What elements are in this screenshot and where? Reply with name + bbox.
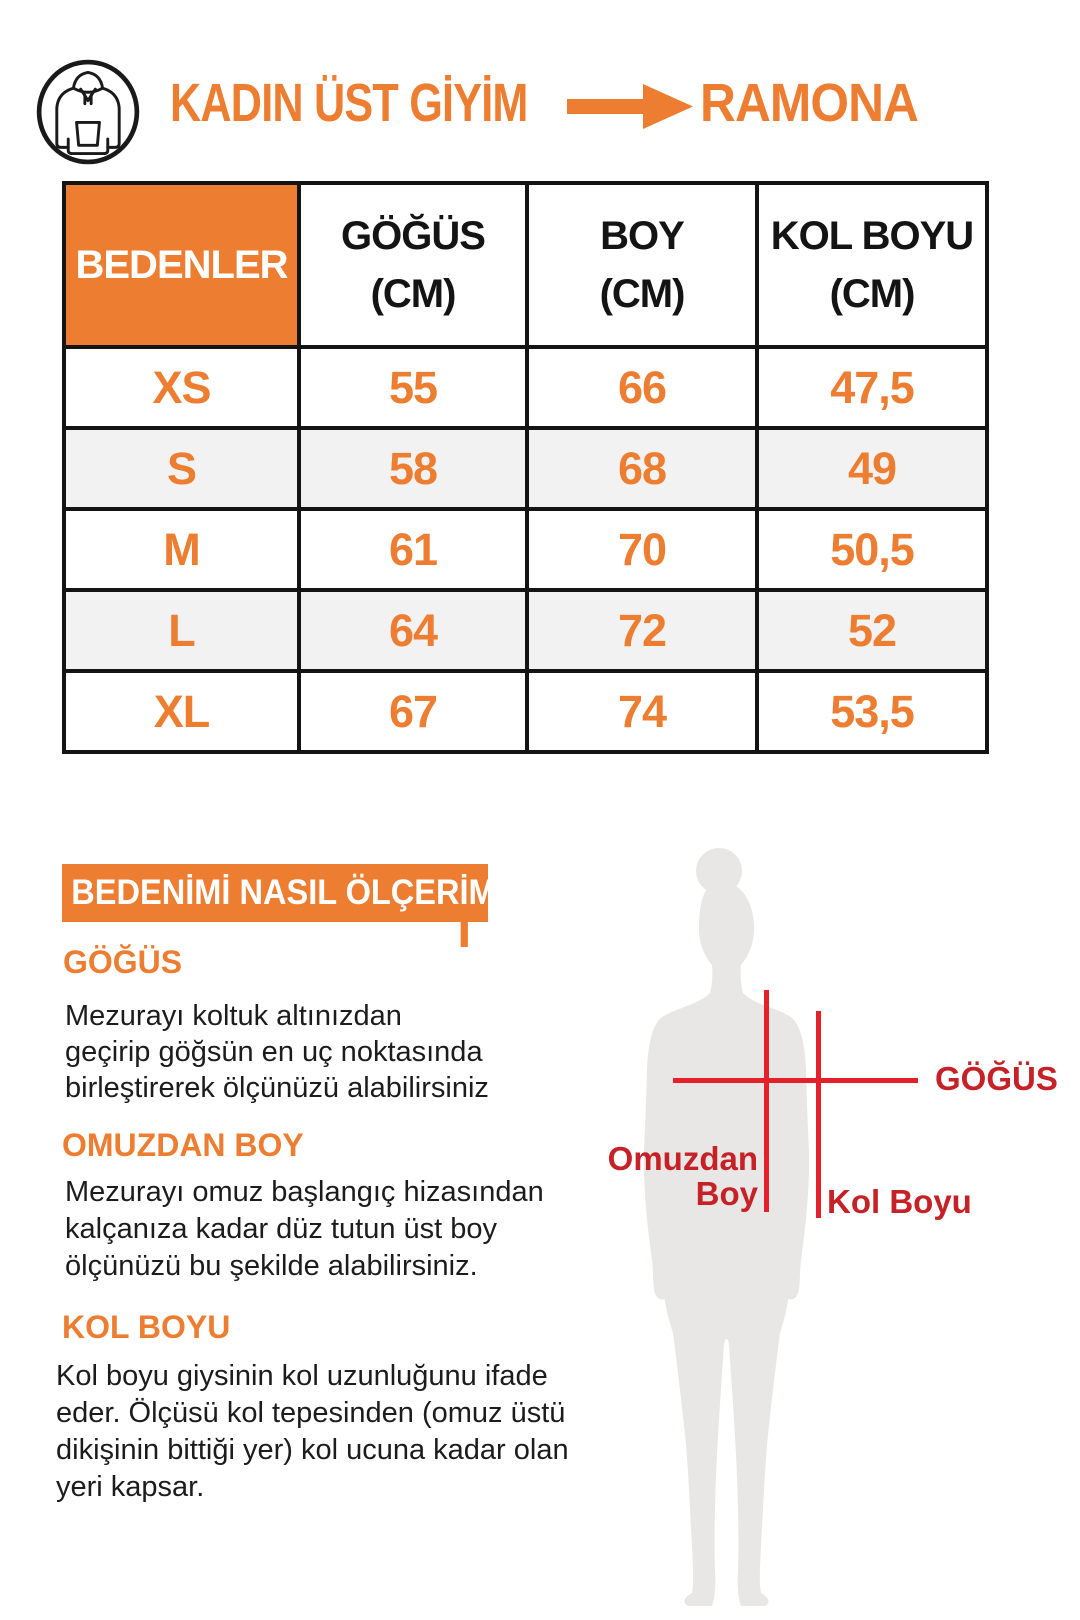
shoulder-length-label bbox=[570, 1141, 758, 1211]
section-text-kol-boyu bbox=[56, 1358, 569, 1506]
text-line: Mezurayı omuz başlangıç hizasından bbox=[65, 1176, 544, 1208]
boy-value: 70 bbox=[527, 509, 757, 590]
size-label: XL bbox=[64, 671, 299, 752]
size-label: S bbox=[64, 428, 299, 509]
text-line: geçirip göğsün en uç noktasında bbox=[65, 1036, 483, 1068]
label-line: Omuzdan bbox=[607, 1140, 758, 1177]
size-label: L bbox=[64, 590, 299, 671]
kol-boyu-value: 49 bbox=[757, 428, 987, 509]
kol-boyu-value: 50,5 bbox=[757, 509, 987, 590]
kol-boyu-value: 53,5 bbox=[757, 671, 987, 752]
gogus-value: 61 bbox=[299, 509, 527, 590]
section-text-gogus bbox=[65, 998, 489, 1106]
column-label: KOL BOYU bbox=[770, 214, 974, 258]
hoodie-icon bbox=[36, 56, 140, 168]
text-line: eder. Ölçüsü kol tepesinden (omuz üstü bbox=[56, 1397, 566, 1429]
label-line: Boy bbox=[695, 1175, 758, 1212]
kol-boyu-value: 47,5 bbox=[757, 347, 987, 428]
guide-title-text: BEDENİMİ NASIL ÖLÇERİM bbox=[71, 873, 496, 912]
arm-length-line bbox=[816, 1011, 821, 1218]
t-mark: T bbox=[449, 902, 480, 958]
column-unit: (CM) bbox=[829, 272, 915, 316]
category-title: KADIN ÜST GİYİM bbox=[170, 73, 528, 133]
column-header-bedenler: BEDENLER bbox=[64, 183, 299, 347]
table-row-xs bbox=[64, 347, 987, 428]
size-label: XS bbox=[64, 347, 299, 428]
arrow-right-icon bbox=[567, 81, 695, 131]
column-header-boy bbox=[527, 183, 757, 347]
gogus-value: 67 bbox=[299, 671, 527, 752]
text-line: yeri kapsar. bbox=[56, 1471, 205, 1503]
text-line: kalçanıza kadar düz tutun üst boy bbox=[65, 1213, 498, 1245]
guide-title-banner bbox=[62, 864, 496, 922]
column-label: BOY bbox=[600, 214, 684, 258]
text-line: Mezurayı koltuk altınızdan bbox=[65, 1000, 402, 1032]
shoulder-length-line bbox=[764, 990, 769, 1212]
boy-value: 74 bbox=[527, 671, 757, 752]
section-heading-gogus: GÖĞÜS bbox=[63, 944, 183, 980]
product-name: RAMONA bbox=[700, 73, 919, 133]
section-text-omuzdan-boy bbox=[65, 1174, 544, 1285]
size-table-header-row bbox=[64, 183, 987, 347]
column-unit: (CM) bbox=[370, 272, 456, 316]
size-table bbox=[62, 181, 989, 754]
boy-value: 66 bbox=[527, 347, 757, 428]
text-line: birleştirerek ölçünüzü alabilirsiniz bbox=[65, 1072, 489, 1104]
text-line: dikişinin bittiği yer) kol ucuna kadar olan bbox=[56, 1434, 569, 1466]
boy-value: 68 bbox=[527, 428, 757, 509]
size-label: M bbox=[64, 509, 299, 590]
chest-line bbox=[673, 1078, 918, 1083]
section-heading-omuzdan-boy: OMUZDAN BOY bbox=[62, 1127, 304, 1163]
boy-value: 72 bbox=[527, 590, 757, 671]
kol-boyu-value: 52 bbox=[757, 590, 987, 671]
arm-length-label: Kol Boyu bbox=[827, 1183, 972, 1220]
text-line: ölçünüzü bu şekilde alabilirsiniz. bbox=[65, 1250, 478, 1282]
column-label: GÖĞÜS bbox=[341, 214, 485, 258]
section-heading-kol-boyu: KOL BOYU bbox=[62, 1309, 231, 1345]
gogus-value: 55 bbox=[299, 347, 527, 428]
column-header-kol-boyu bbox=[757, 183, 987, 347]
table-row-l bbox=[64, 590, 987, 671]
table-row-s bbox=[64, 428, 987, 509]
table-row-m bbox=[64, 509, 987, 590]
gogus-value: 58 bbox=[299, 428, 527, 509]
column-unit: (CM) bbox=[599, 272, 685, 316]
chest-label: GÖĞÜS bbox=[935, 1060, 1058, 1097]
woman-body-silhouette bbox=[595, 845, 845, 1620]
column-header-gogus bbox=[299, 183, 527, 347]
gogus-value: 64 bbox=[299, 590, 527, 671]
text-line: Kol boyu giysinin kol uzunluğunu ifade bbox=[56, 1360, 548, 1392]
table-row-xl bbox=[64, 671, 987, 752]
